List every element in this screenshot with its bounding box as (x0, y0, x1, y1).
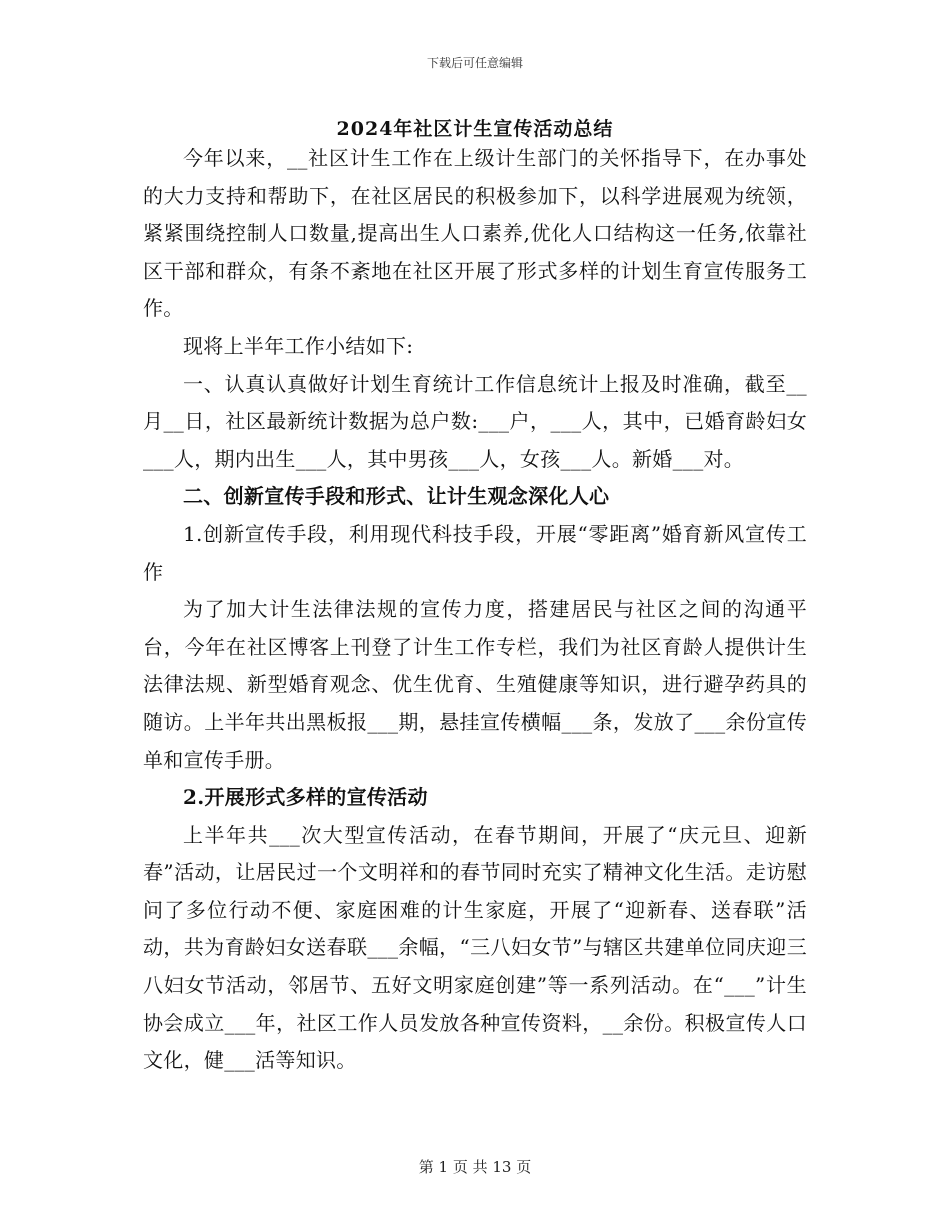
header-note: 下载后可任意编辑 (426, 56, 523, 70)
paragraph-summary-lead: 现将上半年工作小结如下: (183, 333, 414, 358)
document-body (143, 140, 807, 1080)
page-footer: 第 1 页 共 13 页 (418, 1158, 532, 1176)
subheading-2: 2.开展形式多样的宣传活动 (183, 785, 428, 810)
paragraph-intro: 今年以来，__社区计生工作在上级计生部门的关怀指导下，在办事处的大力支持和帮助下，在社区居民的积极参加下，以科学进展观为统领，紧紧围绕控制人口数量,提高出生人口素养,优化人口结构这一任务,依靠社区干部和群众，有条不紊地在社区开展了形式多样的计划生育宣传服务工作。 (143, 146, 807, 321)
paragraph-statistics: 一、认真认真做好计划生育统计工作信息统计上报及时准确，截至__月__日，社区最新统计数据为总户数:___户，___人，其中，已婚育龄妇女___人，期内出生___人，其中男孩___人，女孩___人。新婚___对。 (143, 371, 807, 471)
subheading-1: 1.创新宣传手段，利用现代科技手段，开展“零距离”婚育新风宣传工作 (143, 521, 807, 584)
section-heading-2: 二、创新宣传手段和形式、让计生观念深化人心 (183, 484, 610, 509)
paragraph-activities: 上半年共___次大型宣传活动，在春节期间，开展了“庆元旦、迎新春”活动，让居民过一个文明祥和的春节同时充实了精神文化生活。走访慰问了多位行动不便、家庭困难的计生家庭，开展了“迎新春、送春联”活动，共为育龄妇女送春联___余幅，“三八妇女节”与辖区共建单位同庆迎三八妇女节活动，邻居节、五好文明家庭创建”等一系列活动。在“___”计生协会成立___年，社区工作人员发放各种宣传资料，__余份。积极宣传人口文化，健___活等知识。 (143, 822, 807, 1073)
paragraph-publicity: 为了加大计生法律法规的宣传力度，搭建居民与社区之间的沟通平台，今年在社区博客上刊登了计生工作专栏，我们为社区育龄人提供计生法律法规、新型婚育观念、优生优育、生殖健康等知识，进行避孕药具的随访。上半年共出黑板报___期，悬挂宣传横幅___条，发放了___余份宣传单和宣传手册。 (143, 597, 807, 772)
document-title: 2024年社区计生宣传活动总结 (336, 118, 614, 140)
